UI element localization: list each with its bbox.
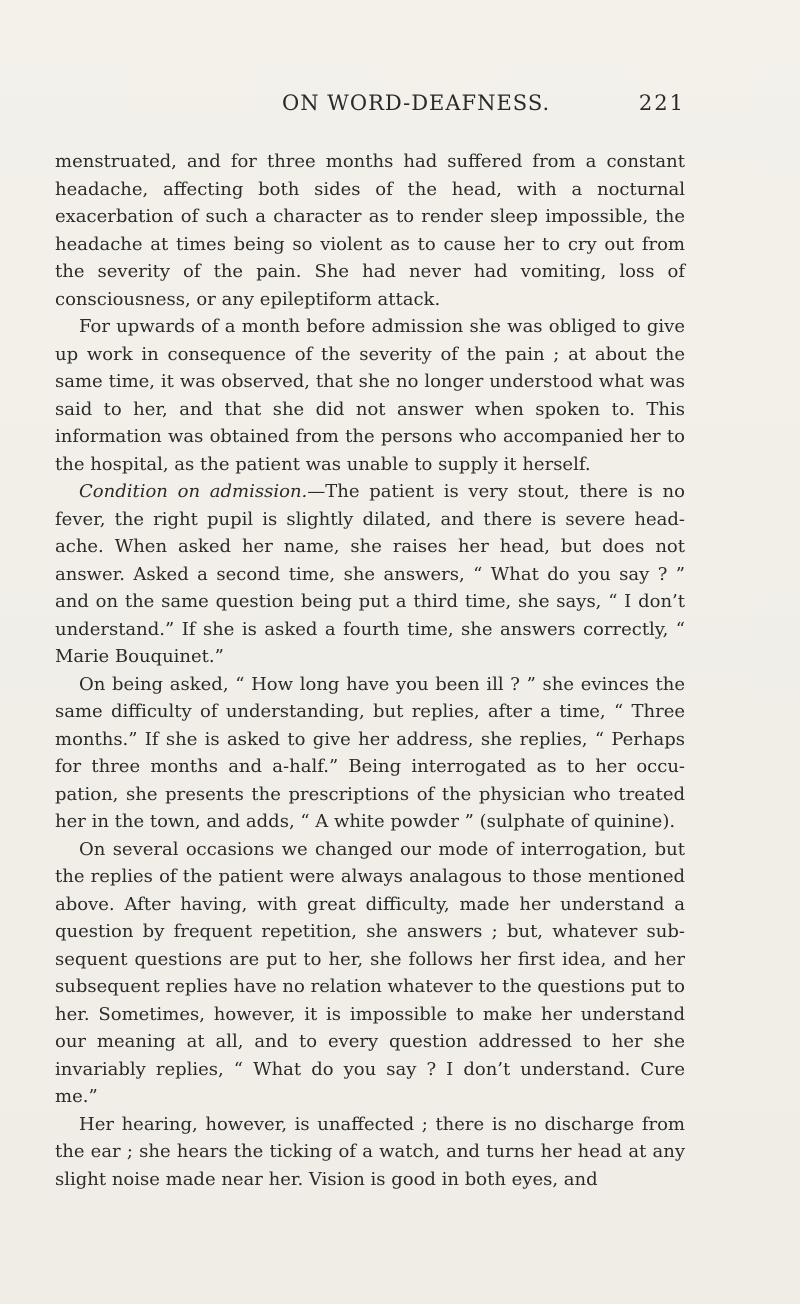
page-header <box>55 91 685 121</box>
page-number: 221 <box>638 91 685 115</box>
section-heading: Condition on admission. <box>79 481 308 502</box>
paragraph-text: —The patient is very stout, there is no fever, the right pupil is slightly dilated, and there is severe head-ache. When asked her name, she raises her head, but does not answer. Asked a second time, she answers, “ What do you say ? ” and on the same question being put a third time, she says, “ I don’t understand.” If she is asked a fourth time, she answers correctly, “ Marie Bouquinet.” <box>55 481 685 667</box>
paragraph <box>55 671 685 836</box>
paragraph <box>55 148 685 313</box>
paragraph <box>55 313 685 478</box>
body-text <box>55 148 685 1193</box>
running-head: ON WORD-DEAFNESS. <box>282 91 551 115</box>
paragraph <box>55 1111 685 1194</box>
paragraph-text: menstruated, and for three months had suffered from a constant headache, affecting both sides of the head, with a nocturnal exacerbation of such a character as to render sleep impossible, the headache at times being so violent as to cause her to cry out from the severity of the pain. She had never had vomiting, loss of consciousness, or any epileptiform attack. <box>55 151 685 310</box>
paragraph-text: On several occasions we changed our mode of interrogation, but the replies of the patient were always analagous to those mentioned above. After having, with great difficulty, made her understand a question by frequent repetition, she answers ; but, whatever sub-sequent questions are put to her, she follows her first idea, and her subsequent replies have no relation whatever to the questions put to her. Sometimes, however, it is impossible to make her understand our meaning at all, and to every question addressed to her she invariably replies, “ What do you say ? I don’t understand. Cure me.” <box>55 838 685 1107</box>
paragraph-text: For upwards of a month before admission she was obliged to give up work in consequence of the severity of the pain ; at about the same time, it was observed, that she no longer understood what was said to her, and that she did not answer when spoken to. This information was obtained from the persons who accompanied her to the hospital, as the patient was unable to supply it herself. <box>55 316 685 475</box>
paragraph-text: On being asked, “ How long have you been ill ? ” she evinces the same difficulty of understanding, but replies, after a time, “ Three months.” If she is asked to give her address, she replies, “ Perhaps for three months and a-half.” Being interrogated as to her occu-pation, she presents the prescriptions of the physician who treated her in the town, and adds, “ A white powder ” (sulphate of quinine). <box>55 673 685 832</box>
paragraph-text: Her hearing, however, is unaffected ; there is no discharge from the ear ; she hears the ticking of a watch, and turns her head at any slight noise made near her. Vision is good in both eyes, and <box>55 1113 685 1190</box>
paragraph <box>55 478 685 671</box>
paragraph <box>55 836 685 1111</box>
